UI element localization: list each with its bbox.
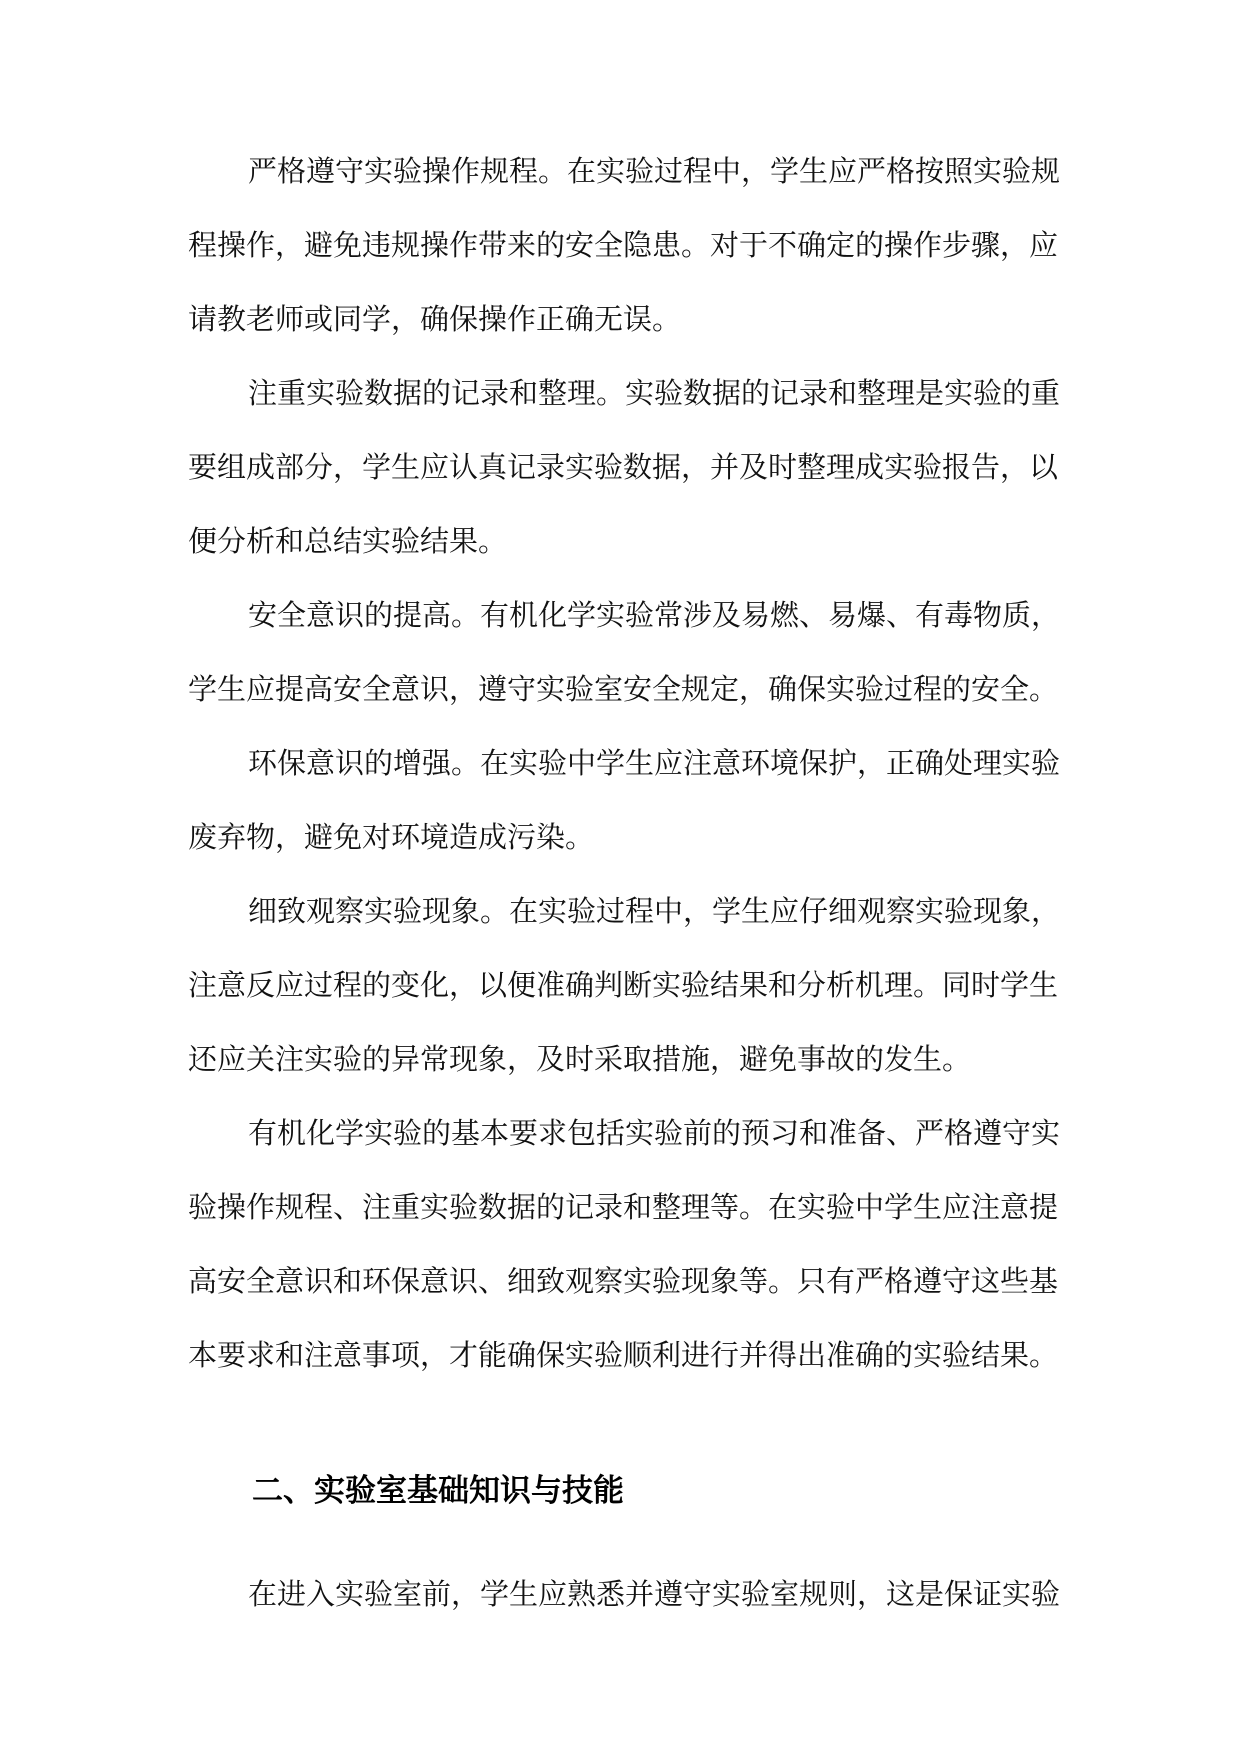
final-paragraph-line-1: 在进入实验室前，学生应熟悉并遵守实验室规则，这是保证实验 xyxy=(248,1577,1061,1611)
paragraph-6-line-1: 有机化学实验的基本要求包括实验前的预习和准备、严格遵守实 xyxy=(248,1116,1061,1150)
section-heading: 二、实验室基础知识与技能 xyxy=(252,1473,624,1509)
paragraph-2-line-1: 注重实验数据的记录和整理。实验数据的记录和整理是实验的重 xyxy=(248,376,1061,410)
paragraph-2-line-3: 便分析和总结实验结果。 xyxy=(188,524,508,558)
paragraph-6-line-4: 本要求和注意事项，才能确保实验顺利进行并得出准确的实验结果。 xyxy=(188,1338,1059,1372)
paragraph-1-line-2: 程操作，避免违规操作带来的安全隐患。对于不确定的操作步骤，应 xyxy=(188,228,1059,262)
paragraph-6-line-2: 验操作规程、注重实验数据的记录和整理等。在实验中学生应注意提 xyxy=(188,1190,1059,1224)
paragraph-2-line-2: 要组成部分，学生应认真记录实验数据，并及时整理成实验报告，以 xyxy=(188,450,1059,484)
paragraph-5-line-2: 注意反应过程的变化，以便准确判断实验结果和分析机理。同时学生 xyxy=(188,968,1059,1002)
paragraph-3-line-1: 安全意识的提高。有机化学实验常涉及易燃、易爆、有毒物质， xyxy=(248,598,1061,632)
paragraph-3-line-2: 学生应提高安全意识，遵守实验室安全规定，确保实验过程的安全。 xyxy=(188,672,1059,706)
paragraph-4-line-1: 环保意识的增强。在实验中学生应注意环境保护，正确处理实验 xyxy=(248,746,1061,780)
paragraph-1-line-1: 严格遵守实验操作规程。在实验过程中，学生应严格按照实验规 xyxy=(248,154,1061,188)
paragraph-1-line-3: 请教老师或同学，确保操作正确无误。 xyxy=(188,302,682,336)
paragraph-5-line-3: 还应关注实验的异常现象，及时采取措施，避免事故的发生。 xyxy=(188,1042,972,1076)
paragraph-4-line-2: 废弃物，避免对环境造成污染。 xyxy=(188,820,595,854)
paragraph-6-line-3: 高安全意识和环保意识、细致观察实验现象等。只有严格遵守这些基 xyxy=(188,1264,1059,1298)
paragraph-5-line-1: 细致观察实验现象。在实验过程中，学生应仔细观察实验现象， xyxy=(248,894,1061,928)
